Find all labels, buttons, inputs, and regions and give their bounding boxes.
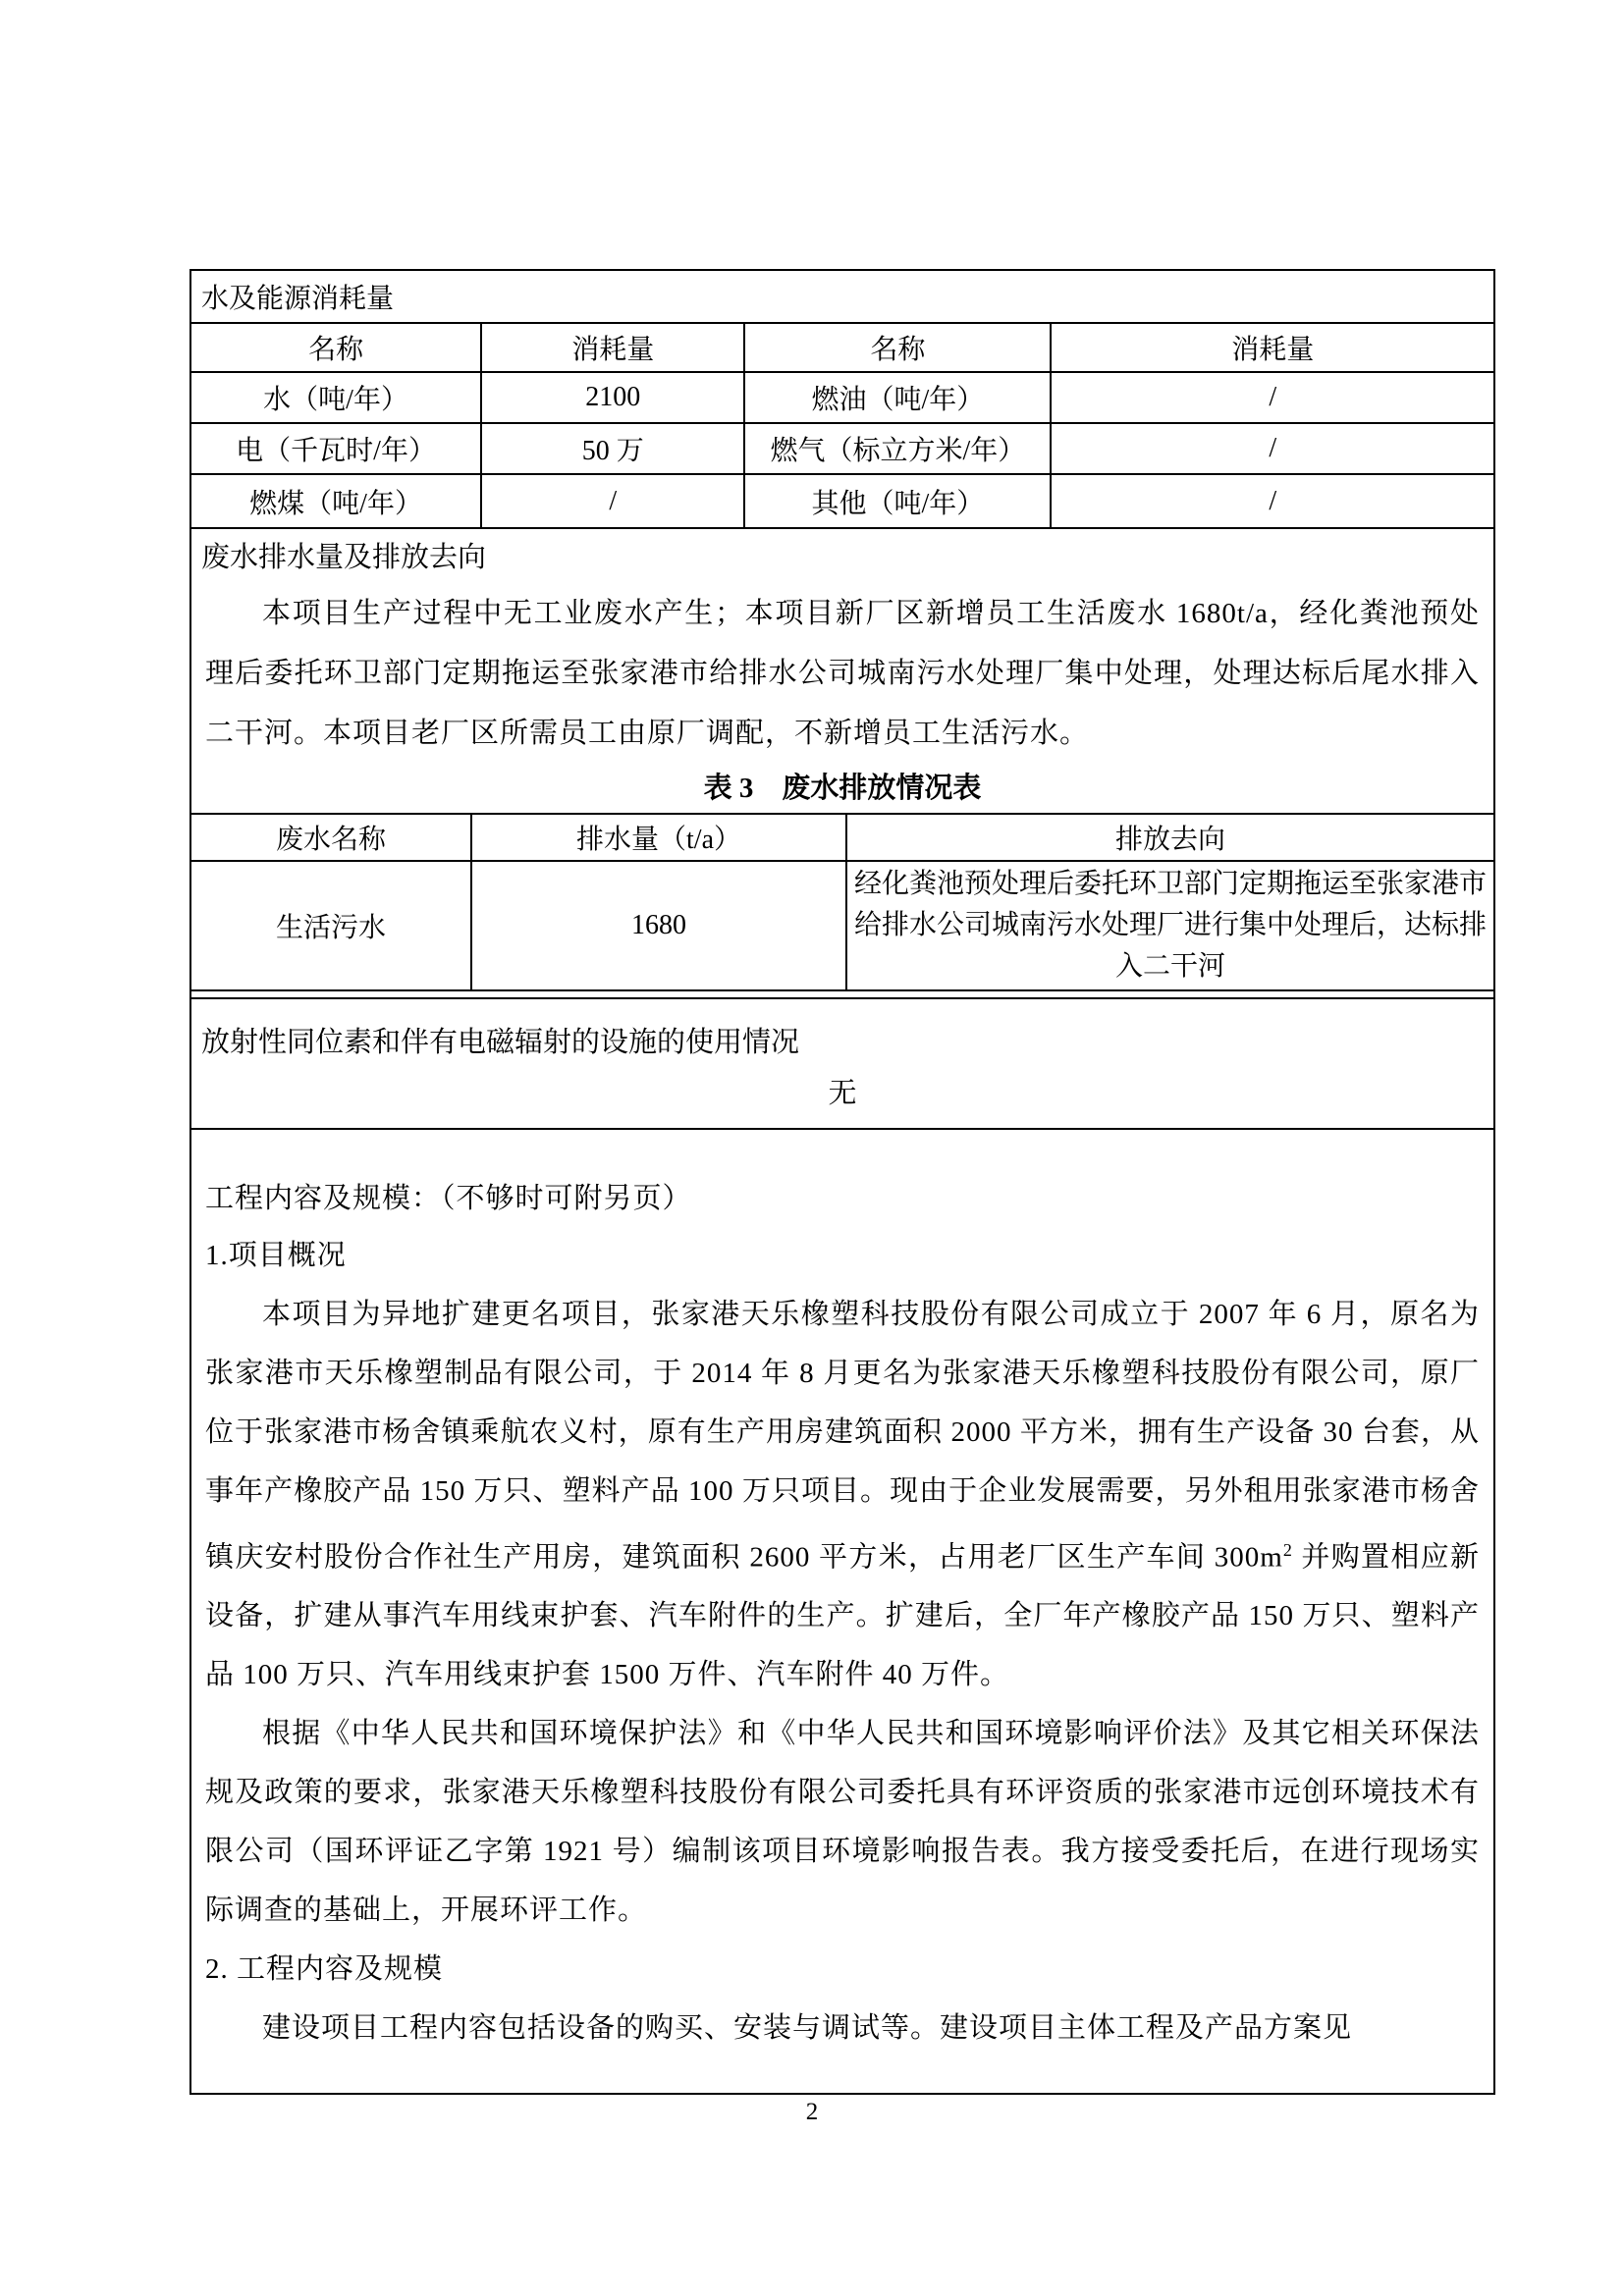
wastewater-amount-cell: 1680 bbox=[471, 861, 846, 990]
wastewater-paragraph: 本项目生产过程中无工业废水产生；本项目新厂区新增员工生活废水 1680t/a，经化粪池预处理后委托环卫部门定期拖运至张家港市给排水公司城南污水处理厂集中处理，处理达标后尾水排入二干河。本项目老厂区所需员工由原厂调配，不新增员工生活污水。 bbox=[205, 598, 1480, 749]
energy-table-row-electricity bbox=[190, 423, 1494, 474]
energy-col-header: 消耗量 bbox=[1051, 323, 1494, 372]
energy-cell: / bbox=[1051, 372, 1494, 423]
radiation-section-title: 放射性同位素和伴有电磁辐射的设施的使用情况 bbox=[201, 1026, 800, 1058]
project-section bbox=[190, 1129, 1494, 2094]
square-meter-superscript: 2 bbox=[1282, 1539, 1293, 1560]
environment-report-form-table bbox=[189, 269, 1495, 2095]
wastewater-table-header-row bbox=[191, 814, 1493, 861]
energy-cell: / bbox=[1051, 474, 1494, 528]
wastewater-col-header: 排放去向 bbox=[846, 814, 1493, 861]
energy-col-header: 名称 bbox=[190, 323, 481, 372]
energy-cell: 燃气（标立方米/年） bbox=[744, 423, 1051, 474]
energy-cell: / bbox=[1051, 423, 1494, 474]
wastewater-section bbox=[190, 528, 1494, 998]
wastewater-destination-cell bbox=[846, 861, 1493, 990]
wastewater-section-title: 废水排水量及排放去向 bbox=[201, 542, 487, 573]
energy-table-row-coal bbox=[190, 474, 1494, 528]
project-paragraph-3: 建设项目工程内容包括设备的购买、安装与调试等。建设项目主体工程及产品方案见 bbox=[262, 2012, 1353, 2045]
energy-cell: 电（千瓦时/年） bbox=[190, 423, 481, 474]
energy-cell: 水（吨/年） bbox=[190, 372, 481, 423]
energy-cell: 50 万 bbox=[481, 423, 744, 474]
energy-cell: 其他（吨/年） bbox=[744, 474, 1051, 528]
energy-table-title-row bbox=[190, 270, 1494, 323]
project-section-title: 工程内容及规模：（不够时可附另页） bbox=[205, 1182, 692, 1214]
energy-col-header: 消耗量 bbox=[481, 323, 744, 372]
wastewater-section-row bbox=[190, 528, 1494, 998]
energy-cell: 燃煤（吨/年） bbox=[190, 474, 481, 528]
wastewater-col-header: 排水量（t/a） bbox=[471, 814, 846, 861]
project-paragraph-1 bbox=[205, 1285, 1480, 1705]
wastewater-col-header: 废水名称 bbox=[191, 814, 471, 861]
wastewater-table-caption: 表 3 废水排放情况表 bbox=[703, 773, 982, 804]
project-heading-1: 1.项目概况 bbox=[205, 1239, 347, 1271]
radiation-section bbox=[190, 998, 1494, 1129]
project-paragraph-1-text: 本项目为异地扩建更名项目，张家港天乐橡塑科技股份有限公司成立于 2007 年 6 月，原名为张家港市天乐橡塑制品有限公司，于 2014 年 8 月更名为张家港天乐橡塑科技股份有限公司，原厂位于张家港市杨舍镇乘航农义村，原有生产用房建筑面积 2000 平方米，拥有生产设备 30 台套，从事年产橡胶产品 150 万只、塑料产品 100 万只项目。现由于企业发展需要，另外租用张家港市杨舍镇庆安村股份合作社生产用房，建筑面积 2600 平方米，占用老厂区生产车间 300m bbox=[205, 1298, 1480, 1574]
radiation-section-value: 无 bbox=[828, 1077, 857, 1109]
energy-col-header: 名称 bbox=[744, 323, 1051, 372]
energy-table-header-row bbox=[190, 323, 1494, 372]
energy-cell: / bbox=[481, 474, 744, 528]
wastewater-table bbox=[191, 813, 1493, 991]
energy-table-row-water bbox=[190, 372, 1494, 423]
project-heading-2: 2. 工程内容及规模 bbox=[205, 1953, 444, 1986]
project-section-row bbox=[190, 1129, 1494, 2094]
wastewater-destination-text: 经化粪池预处理后委托环卫部门定期拖运至张家港市给排水公司城南污水处理厂进行集中处理后，达标排入二干河 bbox=[853, 869, 1487, 982]
energy-table-title: 水及能源消耗量 bbox=[190, 270, 1494, 323]
project-paragraph-2: 根据《中华人民共和国环境保护法》和《中华人民共和国环境影响评价法》及其它相关环保法规及政策的要求，张家港天乐橡塑科技股份有限公司委托具有环评资质的张家港市远创环境技术有限公司（国环评证乙字第 1921 号）编制该项目环境影响报告表。我方接受委托后，在进行现场实际调查的基础上，开展环评工作。 bbox=[205, 1718, 1480, 1927]
page-number: 2 bbox=[805, 2099, 819, 2125]
wastewater-table-data-row bbox=[191, 861, 1493, 990]
energy-cell: 2100 bbox=[481, 372, 744, 423]
wastewater-name-cell: 生活污水 bbox=[191, 861, 471, 990]
project-paragraph-1-text-cont: 并购置相应新设备，扩建从事汽车用线束护套、汽车附件的生产。扩建后，全厂年产橡胶产品 150 万只、塑料产品 100 万只、汽车用线束护套 1500 万件、汽车附件 40 万件。 bbox=[205, 1541, 1480, 1691]
energy-cell: 燃油（吨/年） bbox=[744, 372, 1051, 423]
radiation-section-row bbox=[190, 998, 1494, 1129]
